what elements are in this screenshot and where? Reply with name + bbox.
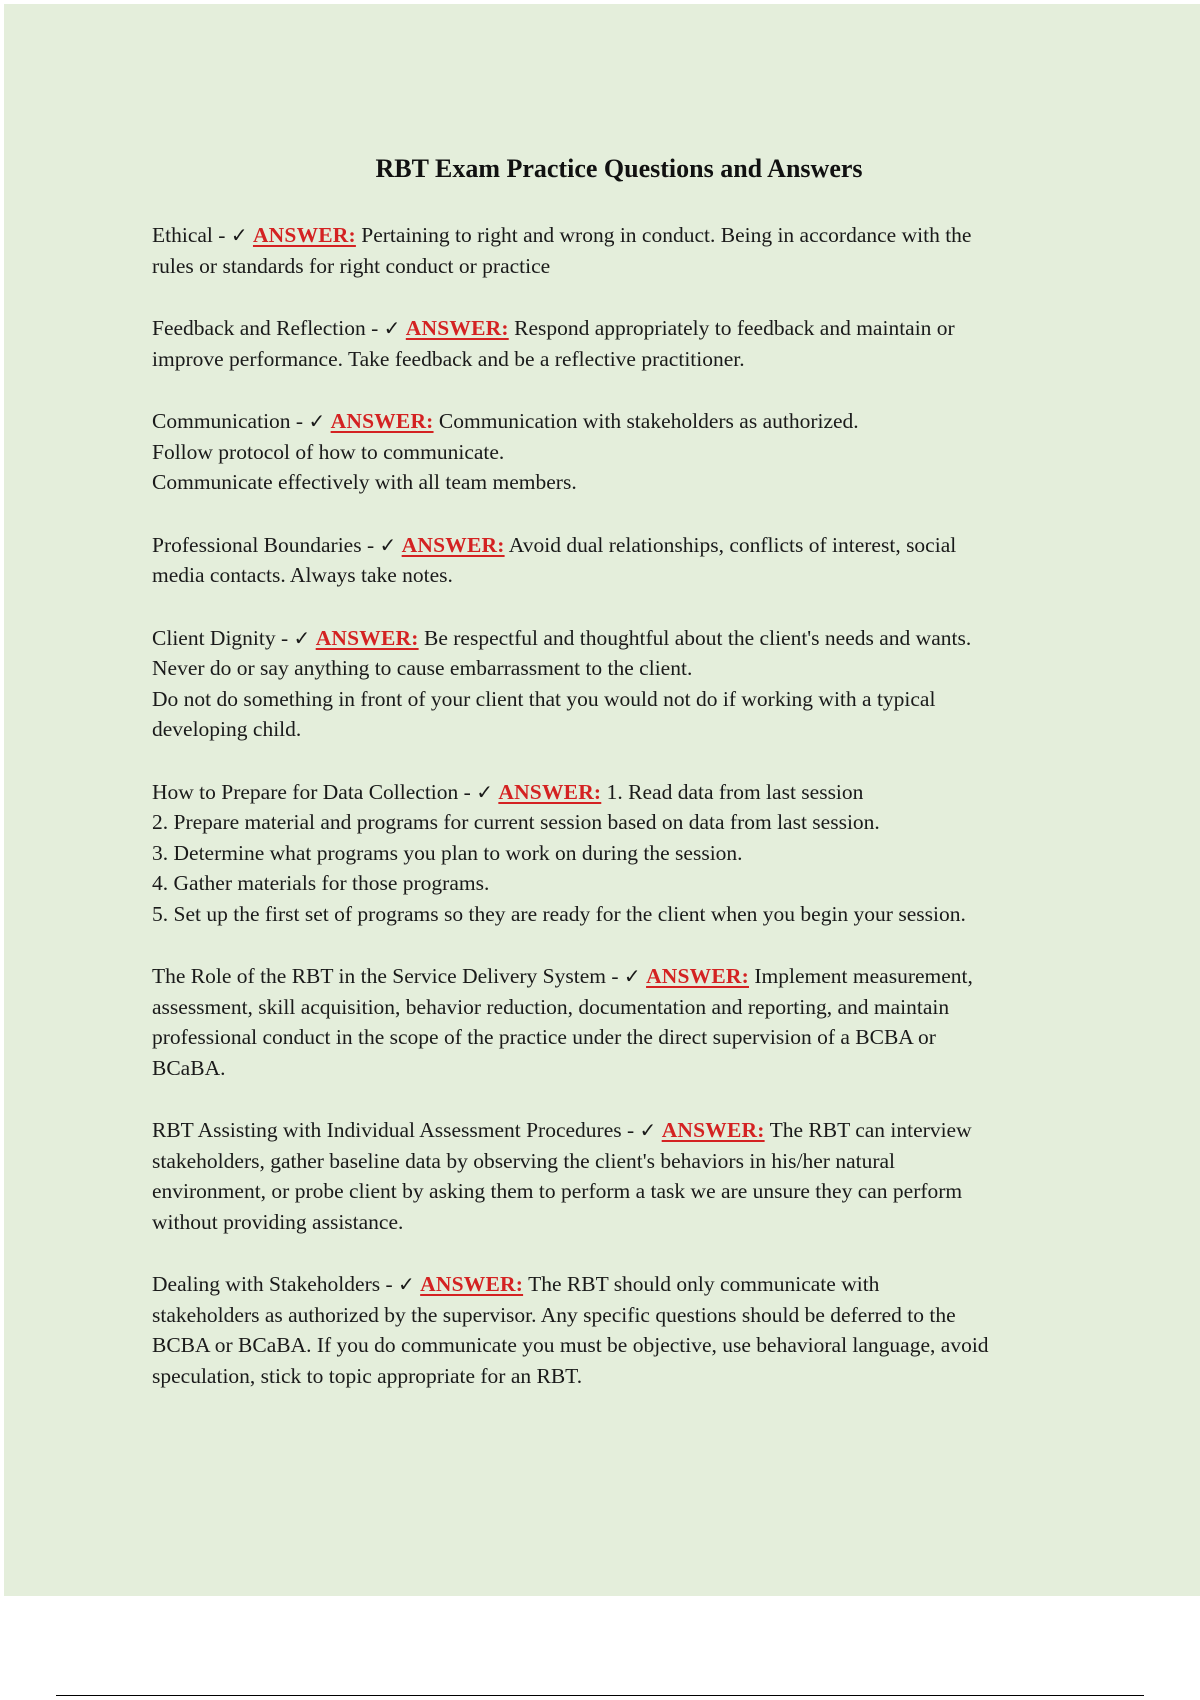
qa-first-line: How to Prepare for Data Collection - ✓ ANSWER: 1. Read data from last session bbox=[152, 779, 864, 804]
answer-text: Respond appropriately to feedback and maintain or bbox=[514, 316, 955, 340]
answer-label: ANSWER: bbox=[405, 316, 509, 340]
qa-term: How to Prepare for Data Collection bbox=[152, 779, 459, 804]
checkmark-icon: ✓ bbox=[230, 223, 248, 247]
qa-first-line: Ethical - ✓ ANSWER: Pertaining to right and wrong in conduct. Being in accordance with the bbox=[152, 223, 972, 247]
answer-text: 1. Read data from last session bbox=[606, 779, 864, 804]
qa-first-line: The Role of the RBT in the Service Delivery System - ✓ ANSWER: Implement measurement, bbox=[152, 964, 973, 988]
qa-continuation-line bbox=[152, 344, 1092, 375]
answer-text: Implement measurement, bbox=[754, 964, 973, 988]
checkmark-icon: ✓ bbox=[379, 532, 397, 557]
qa-continuation-line bbox=[152, 1053, 1092, 1084]
qa-continuation-line bbox=[152, 1207, 1092, 1238]
answer-text: 5. Set up the first set of programs so they are ready for the client when you begin your session. bbox=[152, 901, 966, 926]
qa-continuation-line bbox=[152, 992, 1092, 1023]
checkmark-icon: ✓ bbox=[639, 1118, 657, 1142]
answer-text: The RBT should only communicate with bbox=[528, 1272, 880, 1296]
qa-first-line: Feedback and Reflection - ✓ ANSWER: Respond appropriately to feedback and maintain or bbox=[152, 316, 955, 340]
answer-label: ANSWER: bbox=[252, 223, 356, 247]
checkmark-icon: ✓ bbox=[293, 625, 311, 650]
qa-continuation-line bbox=[152, 1022, 1092, 1053]
qa-continuation-line bbox=[152, 251, 1092, 282]
answer-text: BCaBA. bbox=[152, 1055, 226, 1080]
answer-text: Avoid dual relationships, conflicts of interest, social bbox=[508, 532, 957, 557]
checkmark-icon: ✓ bbox=[383, 316, 401, 340]
document-title: RBT Exam Practice Questions and Answers bbox=[375, 154, 863, 183]
qa-term: Communication bbox=[152, 409, 291, 433]
qa-entry bbox=[152, 623, 1092, 745]
answer-label: ANSWER: bbox=[661, 1118, 765, 1142]
checkmark-icon: ✓ bbox=[623, 964, 641, 988]
qa-entry bbox=[152, 961, 1092, 1083]
qa-first-line: Dealing with Stakeholders - ✓ ANSWER: The RBT should only communicate with bbox=[152, 1272, 880, 1296]
answer-text: professional conduct in the scope of the practice under the direct supervision of a BCBA or bbox=[152, 1025, 936, 1049]
qa-continuation-line bbox=[152, 653, 1092, 684]
footer-rule bbox=[56, 1695, 1144, 1696]
qa-first-line: Communication - ✓ ANSWER: Communication with stakeholders as authorized. bbox=[152, 409, 859, 433]
qa-continuation-line bbox=[152, 1361, 1092, 1392]
answer-text: environment, or probe client by asking them to perform a task we are unsure they can perform bbox=[152, 1179, 963, 1203]
answer-text: speculation, stick to topic appropriate for an RBT. bbox=[152, 1363, 583, 1388]
qa-term: RBT Assisting with Individual Assessment Procedures bbox=[152, 1118, 622, 1142]
qa-term: Ethical bbox=[152, 223, 213, 247]
qa-term: Professional Boundaries bbox=[152, 532, 362, 557]
qa-entry bbox=[152, 313, 1092, 374]
answer-text: Communicate effectively with all team members. bbox=[152, 470, 577, 494]
answer-label: ANSWER: bbox=[498, 779, 602, 804]
qa-term: Feedback and Reflection bbox=[152, 316, 366, 340]
answer-label: ANSWER: bbox=[420, 1272, 524, 1296]
qa-entry bbox=[152, 1115, 1092, 1237]
qa-continuation-line bbox=[152, 1146, 1092, 1177]
answer-text: Never do or say anything to cause embarrassment to the client. bbox=[152, 656, 693, 680]
qa-entry bbox=[152, 1269, 1092, 1391]
answer-text: BCBA or BCaBA. If you do communicate you must be objective, use behavioral language, avoid bbox=[152, 1333, 989, 1357]
qa-continuation-line bbox=[152, 1330, 1092, 1361]
answer-text: developing child. bbox=[152, 717, 302, 741]
answer-text: stakeholders as authorized by the supervisor. Any specific questions should be deferred to the bbox=[152, 1302, 956, 1327]
qa-term: Client Dignity bbox=[152, 625, 276, 650]
qa-first-line: Professional Boundaries - ✓ ANSWER: Avoid dual relationships, conflicts of interest, social bbox=[152, 532, 957, 557]
qa-continuation-line bbox=[152, 714, 1092, 745]
qa-continuation-line bbox=[152, 437, 1092, 468]
qa-entry bbox=[152, 220, 1092, 281]
answer-text: Pertaining to right and wrong in conduct. Being in accordance with the bbox=[361, 223, 972, 247]
checkmark-icon: ✓ bbox=[308, 409, 326, 433]
answer-label: ANSWER: bbox=[401, 532, 505, 557]
answer-text: Do not do something in front of your client that you would not do if working with a typical bbox=[152, 686, 936, 711]
answer-text: assessment, skill acquisition, behavior reduction, documentation and reporting, and maintain bbox=[152, 994, 950, 1019]
qa-entry bbox=[152, 530, 1092, 591]
qa-term: Dealing with Stakeholders bbox=[152, 1272, 381, 1296]
answer-text: media contacts. Always take notes. bbox=[152, 563, 453, 587]
qa-continuation-line bbox=[152, 684, 1092, 715]
checkmark-icon: ✓ bbox=[476, 779, 493, 804]
answer-text: Be respectful and thoughtful about the client's needs and wants. bbox=[424, 625, 972, 650]
qa-continuation-line bbox=[152, 868, 1092, 899]
answer-label: ANSWER: bbox=[330, 409, 434, 433]
document-page bbox=[4, 4, 1200, 1596]
answer-text: without providing assistance. bbox=[152, 1209, 404, 1234]
answer-text: improve performance. Take feedback and be a reflective practitioner. bbox=[152, 346, 745, 371]
answer-text: The RBT can interview bbox=[769, 1118, 972, 1142]
answer-text: rules or standards for right conduct or practice bbox=[152, 253, 551, 278]
qa-first-line: RBT Assisting with Individual Assessment Procedures - ✓ ANSWER: The RBT can interview bbox=[152, 1118, 972, 1142]
answer-label: ANSWER: bbox=[646, 964, 749, 988]
qa-list bbox=[152, 220, 1092, 1423]
qa-continuation-line bbox=[152, 560, 1092, 591]
qa-entry bbox=[152, 406, 1092, 498]
qa-term: The Role of the RBT in the Service Delivery System bbox=[152, 964, 606, 988]
qa-entry bbox=[152, 777, 1092, 930]
answer-label: ANSWER: bbox=[315, 625, 419, 650]
answer-text: stakeholders, gather baseline data by observing the client's behaviors in his/her natural bbox=[152, 1148, 896, 1173]
qa-continuation-line bbox=[152, 1176, 1092, 1207]
answer-text: 4. Gather materials for those programs. bbox=[152, 871, 490, 895]
qa-continuation-line bbox=[152, 1300, 1092, 1331]
answer-text: 2. Prepare material and programs for current session based on data from last session. bbox=[152, 810, 880, 834]
answer-text: Follow protocol of how to communicate. bbox=[152, 439, 505, 464]
qa-continuation-line bbox=[152, 838, 1092, 869]
qa-first-line: Client Dignity - ✓ ANSWER: Be respectful and thoughtful about the client's needs and wants. bbox=[152, 625, 972, 650]
qa-continuation-line bbox=[152, 807, 1092, 838]
qa-continuation-line bbox=[152, 467, 1092, 498]
checkmark-icon: ✓ bbox=[398, 1272, 415, 1296]
answer-text: 3. Determine what programs you plan to work on during the session. bbox=[152, 840, 743, 865]
qa-continuation-line bbox=[152, 899, 1092, 930]
answer-text: Communication with stakeholders as authorized. bbox=[438, 409, 859, 433]
